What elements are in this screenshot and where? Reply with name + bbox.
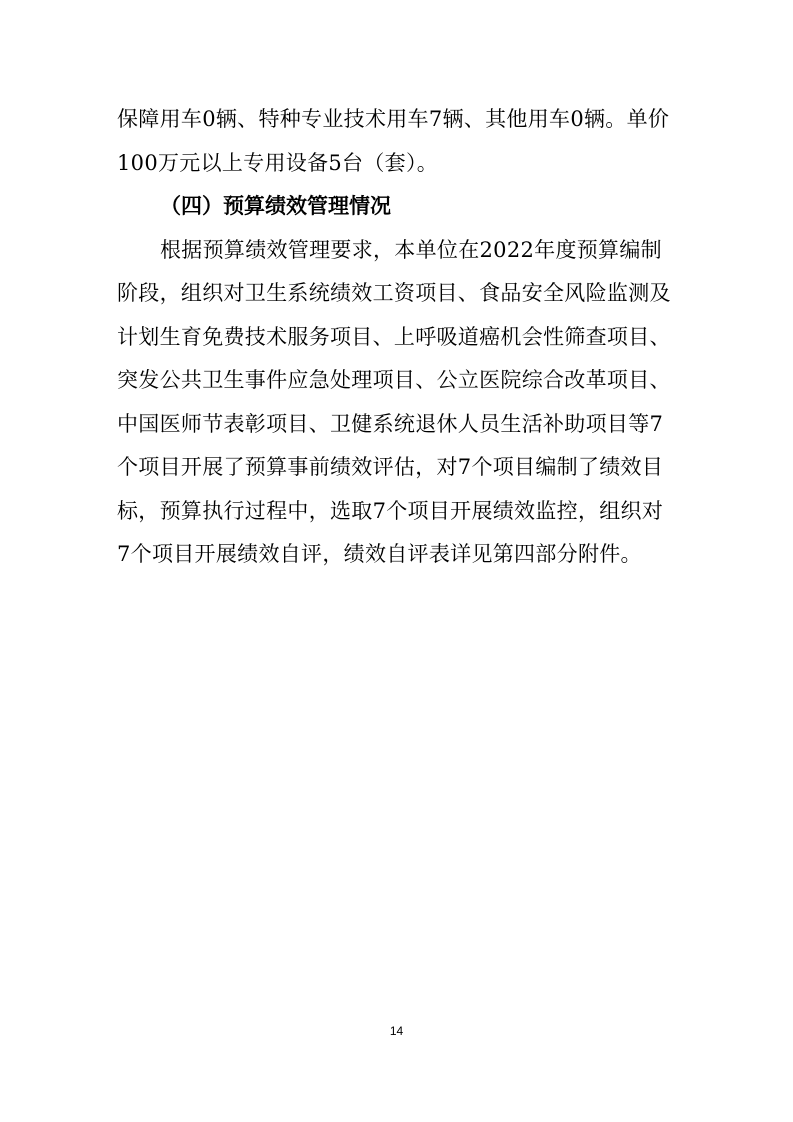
text-line: 保障用车0辆、特种专业技术用车7辆、其他用车0辆。单价: [117, 107, 670, 131]
paragraph-line: 计划生育免费技术服务项目、上呼吸道癌机会性筛查项目、: [117, 325, 671, 349]
paragraph-line: 突发公共卫生事件应急处理项目、公立医院综合改革项目、: [117, 368, 671, 392]
paragraph-line: 阶段，组织对卫生系统绩效工资项目、食品安全风险监测及: [117, 281, 671, 305]
section-heading: （四）预算绩效管理情况: [160, 194, 391, 218]
paragraph-line: 中国医师节表彰项目、卫健系统退休人员生活补助项目等7: [117, 412, 664, 436]
page-number: 14: [389, 1024, 404, 1038]
paragraph-line: 根据预算绩效管理要求，本单位在2022年度预算编制: [160, 238, 662, 262]
text-line: 100万元以上专用设备5台（套）。: [117, 151, 439, 175]
paragraph-line: 标，预算执行过程中，选取7个项目开展绩效监控，组织对: [117, 499, 664, 523]
paragraph-line: 个项目开展了预算事前绩效评估，对7个项目编制了绩效目: [117, 455, 664, 479]
paragraph-line: 7个项目开展绩效自评，绩效自评表详见第四部分附件。: [117, 542, 642, 566]
